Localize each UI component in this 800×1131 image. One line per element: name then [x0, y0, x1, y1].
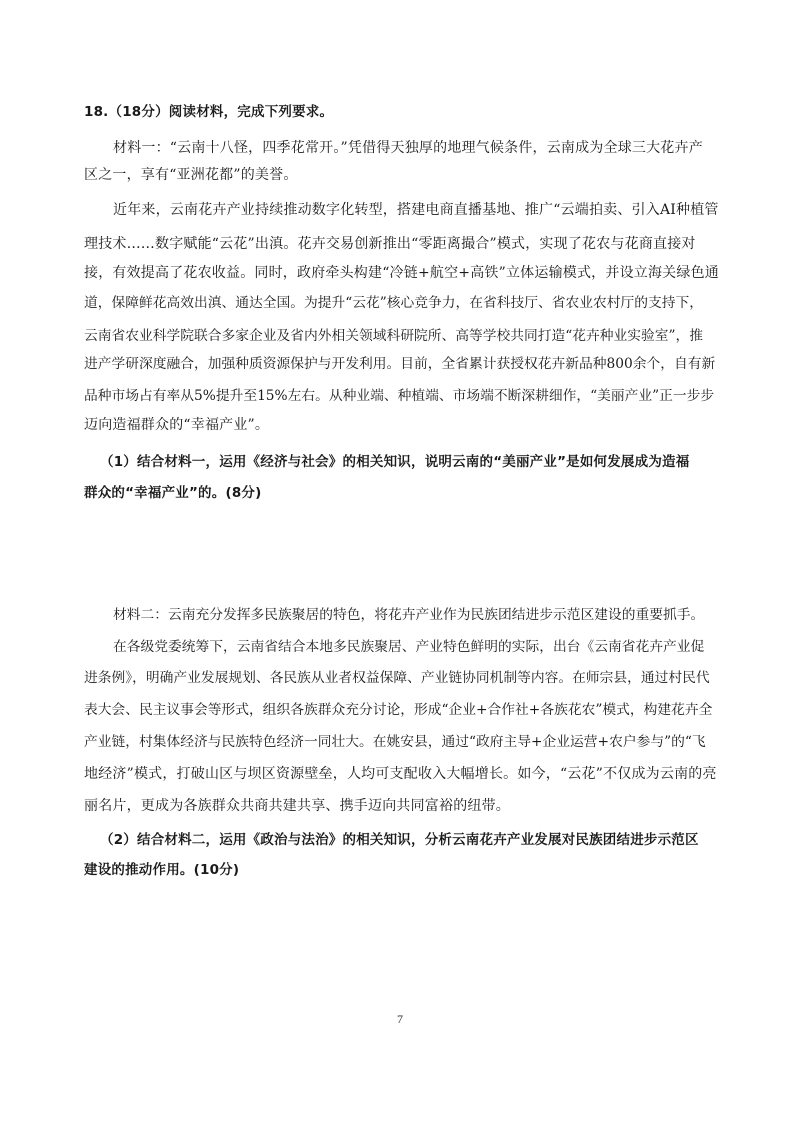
material-1-line: 材料一：“云南十八怪，四季花常开。”凭借得天独厚的地理气候条件，云南成为全球三大花卉产	[113, 140, 703, 156]
material-1-line: 进产学研深度融合，加强种质资源保护与开发利用。目前，全省累计获授权花卉新品种800余个，自有新	[84, 356, 716, 372]
material-1-line: 道，保障鲜花高效出滇、通达全国。为提升“云花”核心竞争力，在省科技厅、省农业农村厅的支持下，	[84, 295, 704, 311]
page-number: 7	[397, 1012, 403, 1026]
material-1-line: 接，有效提高了花农收益。同时，政府牵头构建“冷链+航空+高铁”立体运输模式，并设立海关绿色通	[84, 265, 719, 281]
question-header: 18.（18分）阅读材料，完成下列要求。	[84, 104, 334, 120]
material-2-line: 产业链，村集体经济与民族特色经济一同壮大。在姚安县，通过“政府主导+企业运营+农户参与”的“飞	[84, 734, 706, 750]
sub-question-2-line: （2）结合材料二，运用《政治与法治》的相关知识，分析云南花卉产业发展对民族团结进步示范区	[100, 832, 699, 848]
sub-question-1-line: 群众的“幸福产业”的。(8分)	[84, 485, 262, 501]
sub-question-2-line: 建设的推动作用。(10分)	[84, 862, 240, 878]
material-2-line: 进条例》，明确产业发展规划、各民族从业者权益保障、产业链协同机制等内容。在师宗县，通过村民代	[84, 670, 710, 686]
material-1-line: 近年来，云南花卉产业持续推动数字化转型，搭建电商直播基地、推广“云端拍卖、引入AI种植管	[113, 202, 719, 218]
material-1-line: 迈向造福群众的“幸福产业”。	[84, 417, 270, 433]
material-2-line: 表大会、民主议事会等形式，组织各族群众充分讨论，形成“企业+合作社+各族花农”模式，构建花卉全	[84, 702, 713, 718]
material-1-line: 区之一，享有“亚洲花都”的美誉。	[84, 167, 298, 183]
material-2-line: 材料二：云南充分发挥多民族聚居的特色，将花卉产业作为民族团结进步示范区建设的重要抓手。	[113, 607, 705, 623]
material-2-line: 地经济”模式，打破山区与坝区资源壁垒，人均可支配收入大幅增长。如今，“云花”不仅成为云南的亮	[84, 766, 717, 782]
material-1-line: 品种市场占有率从5%提升至15%左右。从种业端、种植端、市场端不断深耕细作，“美丽产业”正一步步	[84, 388, 715, 404]
material-2-line: 在各级党委统筹下，云南省结合本地多民族聚居、产业特色鲜明的实际，出台《云南省花卉产业促	[113, 639, 705, 655]
material-1-line: 云南省农业科学院联合多家企业及省内外相关领域科研院所、高等学校共同打造“花卉种业实验室”，推	[84, 328, 704, 344]
material-1-line: 理技术……数字赋能“云花”出滇。花卉交易创新推出“零距离撮合”模式，实现了花农与花商直接对	[84, 236, 696, 252]
material-2-line: 丽名片，更成为各族群众共商共建共享、携手迈向共同富裕的纽带。	[84, 798, 510, 814]
sub-question-1-line: （1）结合材料一，运用《经济与社会》的相关知识，说明云南的“美丽产业”是如何发展成为造福	[100, 454, 690, 470]
